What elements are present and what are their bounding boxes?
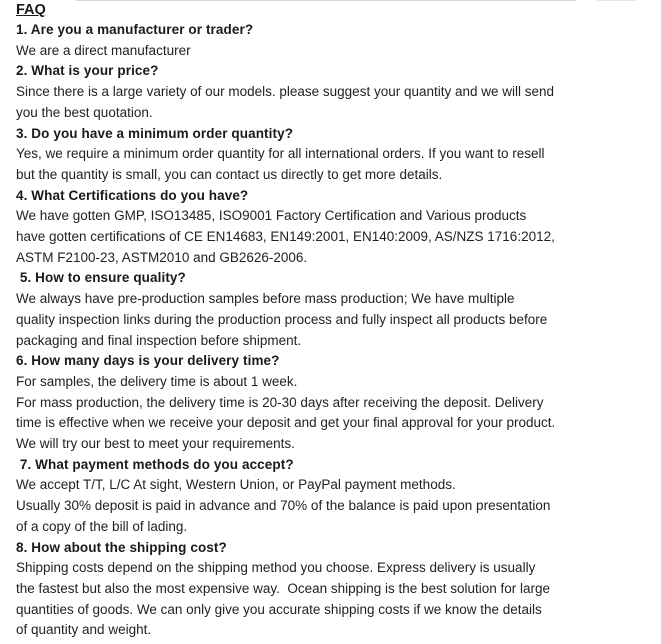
faq-question: 3. Do you have a minimum order quantity?	[16, 125, 294, 141]
faq-answer-line: We accept T/T, L/C At sight, Western Union, or PayPal payment methods.	[16, 477, 456, 493]
faq-item	[16, 186, 656, 269]
faq-item	[16, 455, 656, 538]
faq-answer-line: time is effective when we receive your deposit and get your final approval for your product.	[16, 415, 556, 431]
faq-question: 5. How to ensure quality?	[16, 270, 186, 286]
faq-question: 2. What is your price?	[16, 63, 159, 79]
faq-question: 1. Are you a manufacturer or trader?	[16, 22, 254, 37]
faq-answer-line: you the best quotation.	[16, 104, 153, 120]
faq-answer-line: but the quantity is small, you can contact us directly to get more details.	[16, 166, 443, 182]
faq-answer-line: of a copy of the bill of lading.	[16, 518, 188, 534]
faq-answer-line: For mass production, the delivery time is 20-30 days after receiving the deposit. Delivery	[16, 394, 544, 410]
faq-answer-line: packaging and final inspection before shipment.	[16, 332, 302, 348]
faq-list	[16, 20, 656, 641]
faq-answer-line: ASTM F2100-23, ASTM2010 and GB2626-2006.	[16, 249, 308, 265]
faq-answer-line: We are a direct manufacturer	[16, 42, 191, 58]
faq-answer-line: We have gotten GMP, ISO13485, ISO9001 Factory Certification and Various products	[16, 208, 527, 224]
faq-question: 4. What Certifications do you have?	[16, 187, 249, 203]
faq-answer-line: have gotten certifications of CE EN14683, EN149:2001, EN140:2009, AS/NZS 1716:2012,	[16, 229, 555, 245]
faq-item	[16, 124, 656, 186]
faq-question: 6. How many days is your delivery time?	[16, 353, 280, 369]
faq-answer-line: of quantity and weight.	[16, 622, 152, 638]
faq-answer-line: Yes, we require a minimum order quantity for all international orders. If you want to resell	[16, 146, 545, 162]
faq-answer-line: Since there is a large variety of our models. please suggest your quantity and we will send	[16, 84, 555, 100]
faq-answer-line: Usually 30% deposit is paid in advance and 70% of the balance is paid upon presentation	[16, 498, 551, 514]
faq-item	[16, 538, 656, 642]
faq-heading: FAQ	[16, 2, 46, 18]
faq-item	[16, 20, 656, 61]
faq-answer-line: quality inspection links during the production process and fully inspect all products before	[16, 311, 548, 327]
faq-question: 8. How about the shipping cost?	[16, 539, 227, 555]
faq-answer-line: We always have pre-production samples before mass production; We have multiple	[16, 291, 515, 307]
faq-answer-line: quantities of goods. We can only give you accurate shipping costs if we know the details	[16, 601, 542, 617]
faq-answer-line: We will try our best to meet your requirements.	[16, 436, 295, 452]
faq-item	[16, 61, 656, 123]
faq-answer-line: Shipping costs depend on the shipping method you choose. Express delivery is usually	[16, 560, 536, 576]
faq-item	[16, 268, 656, 351]
faq-answer-line: the fastest but also the most expensive way. Ocean shipping is the best solution for large	[16, 580, 551, 596]
faq-section	[16, 0, 656, 641]
faq-question: 7. What payment methods do you accept?	[16, 456, 294, 472]
faq-answer-line: For samples, the delivery time is about 1 week.	[16, 373, 298, 389]
faq-item	[16, 351, 656, 455]
